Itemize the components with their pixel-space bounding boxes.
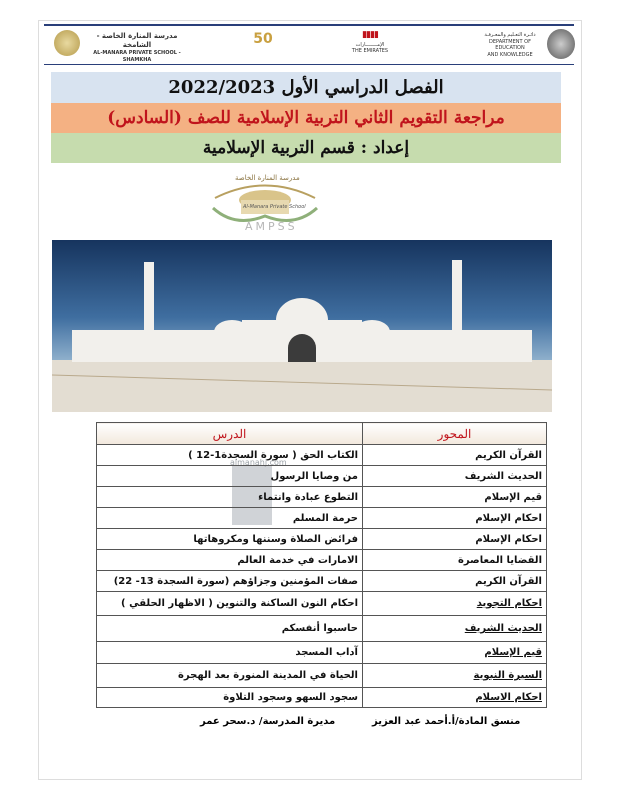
lesson-cell: سجود السهو وسجود التلاوة — [97, 688, 363, 708]
mosque-photo — [52, 240, 552, 412]
emirates-bars-icon: ▮▮▮▮ — [362, 30, 378, 40]
dept-ar: دائـرة التعـليم والمعـرفـة — [484, 32, 536, 38]
lesson-cell: صفات المؤمنين وجزاؤهم (سورة السجدة 13- 22) — [97, 571, 363, 592]
axis-cell — [363, 487, 547, 508]
prepared-by: إعداد : قسم التربية الإسلامية — [51, 133, 561, 163]
table-row — [97, 466, 547, 487]
table-row — [97, 508, 547, 529]
emirates-text: THE EMIRATES — [351, 48, 389, 55]
table-header-row — [97, 423, 547, 445]
axis-text: احكام الاسلام — [475, 692, 542, 703]
fifty-logo — [238, 30, 288, 52]
axis-cell — [363, 616, 547, 642]
fifty-text: 50 — [253, 31, 273, 47]
dept-en-2: AND KNOWLEDGE — [487, 51, 533, 58]
table-row — [97, 550, 547, 571]
axis-text: احكام التجويد — [476, 598, 542, 609]
axis-text: القرآن الكريم — [475, 575, 542, 587]
lesson-header: الدرس — [97, 423, 363, 445]
axis-cell — [363, 664, 547, 688]
lesson-cell: من وصايا الرسول — [97, 466, 363, 487]
axis-cell — [363, 571, 547, 592]
adek-logo — [475, 32, 545, 58]
table-row — [97, 592, 547, 616]
axis-cell — [363, 529, 547, 550]
axis-text: قيم الإسلام — [484, 647, 542, 658]
axis-cell — [363, 688, 547, 708]
lesson-cell: الحياة في المدينة المنورة بعد الهجرة — [97, 664, 363, 688]
axis-cell — [363, 642, 547, 664]
axis-cell — [363, 550, 547, 571]
axis-cell — [363, 592, 547, 616]
axis-cell — [363, 445, 547, 466]
axis-text: قيم الإسلام — [484, 491, 542, 503]
table-row — [97, 642, 547, 664]
axis-text: احكام الإسلام — [475, 533, 542, 545]
lesson-cell: احكام النون الساكنة والتنوين ( الاظهار الحلقي ) — [97, 592, 363, 616]
school-logo — [205, 168, 325, 238]
watermark-text: almanahj.com — [230, 458, 287, 467]
logo-text-en: Al-Manara Private School — [243, 204, 306, 210]
lesson-cell: آداب المسجد — [97, 642, 363, 664]
logo-abbr: AMPSS — [245, 220, 298, 233]
table-row — [97, 664, 547, 688]
table-row — [97, 445, 547, 466]
axis-text: الحديث الشريف — [464, 470, 542, 482]
lesson-cell: الامارات في خدمة العالم — [97, 550, 363, 571]
table-row — [97, 571, 547, 592]
dept-en-1: DEPARTMENT OF EDUCATION — [489, 38, 531, 51]
lesson-cell: حاسبوا أنفسكم — [97, 616, 363, 642]
semester-title: الفصل الدراسي الأول 2022/2023 — [51, 72, 561, 103]
coordinator-signature: منسق المادة/أ.أحمد عبد العزيز — [372, 716, 521, 727]
school-name-en: AL-MANARA PRIVATE SCHOOL - SHAMKHA — [93, 50, 181, 63]
emirates-logo — [350, 30, 390, 55]
axis-header: المحور — [363, 423, 547, 445]
lesson-cell: التطوع عبادة وانتماء — [97, 487, 363, 508]
principal-signature: مديرة المدرسة/ د.سحر عمر — [200, 716, 336, 727]
lesson-cell: الكتاب الحق ( سورة السجدة1-12 ) — [97, 445, 363, 466]
lesson-cell: حرمة المسلم — [97, 508, 363, 529]
axis-text: القضايا المعاصرة — [457, 554, 542, 566]
table-row — [97, 529, 547, 550]
axis-text: القرآن الكريم — [475, 449, 542, 461]
axis-cell — [363, 466, 547, 487]
table-row — [97, 487, 547, 508]
axis-text: السيرة النبوية — [473, 670, 542, 681]
header-rule — [44, 24, 574, 26]
table-row — [97, 616, 547, 642]
lesson-cell: فرائض الصلاة وسننها ومكروهاتها — [97, 529, 363, 550]
table-row — [97, 688, 547, 708]
axis-text: الحديث الشريف — [464, 623, 542, 634]
school-seal-icon — [54, 30, 80, 56]
logo-text-ar: مدرسة المنارة الخاصة — [235, 174, 300, 182]
review-title: مراجعة التقويم الثاني التربية الإسلامية للصف (السادس) — [51, 103, 561, 133]
header-rule — [44, 64, 574, 65]
school-name-ar: مدرسة المنارة الخاصة - الشامخة — [96, 32, 178, 50]
falcon-emblem-icon — [547, 29, 575, 59]
axis-cell — [363, 508, 547, 529]
school-name-header — [82, 32, 192, 63]
axis-text: احكام الإسلام — [475, 512, 542, 524]
lessons-table — [96, 422, 547, 708]
emirates-text-ar: الإمــــــــارات — [355, 41, 385, 48]
